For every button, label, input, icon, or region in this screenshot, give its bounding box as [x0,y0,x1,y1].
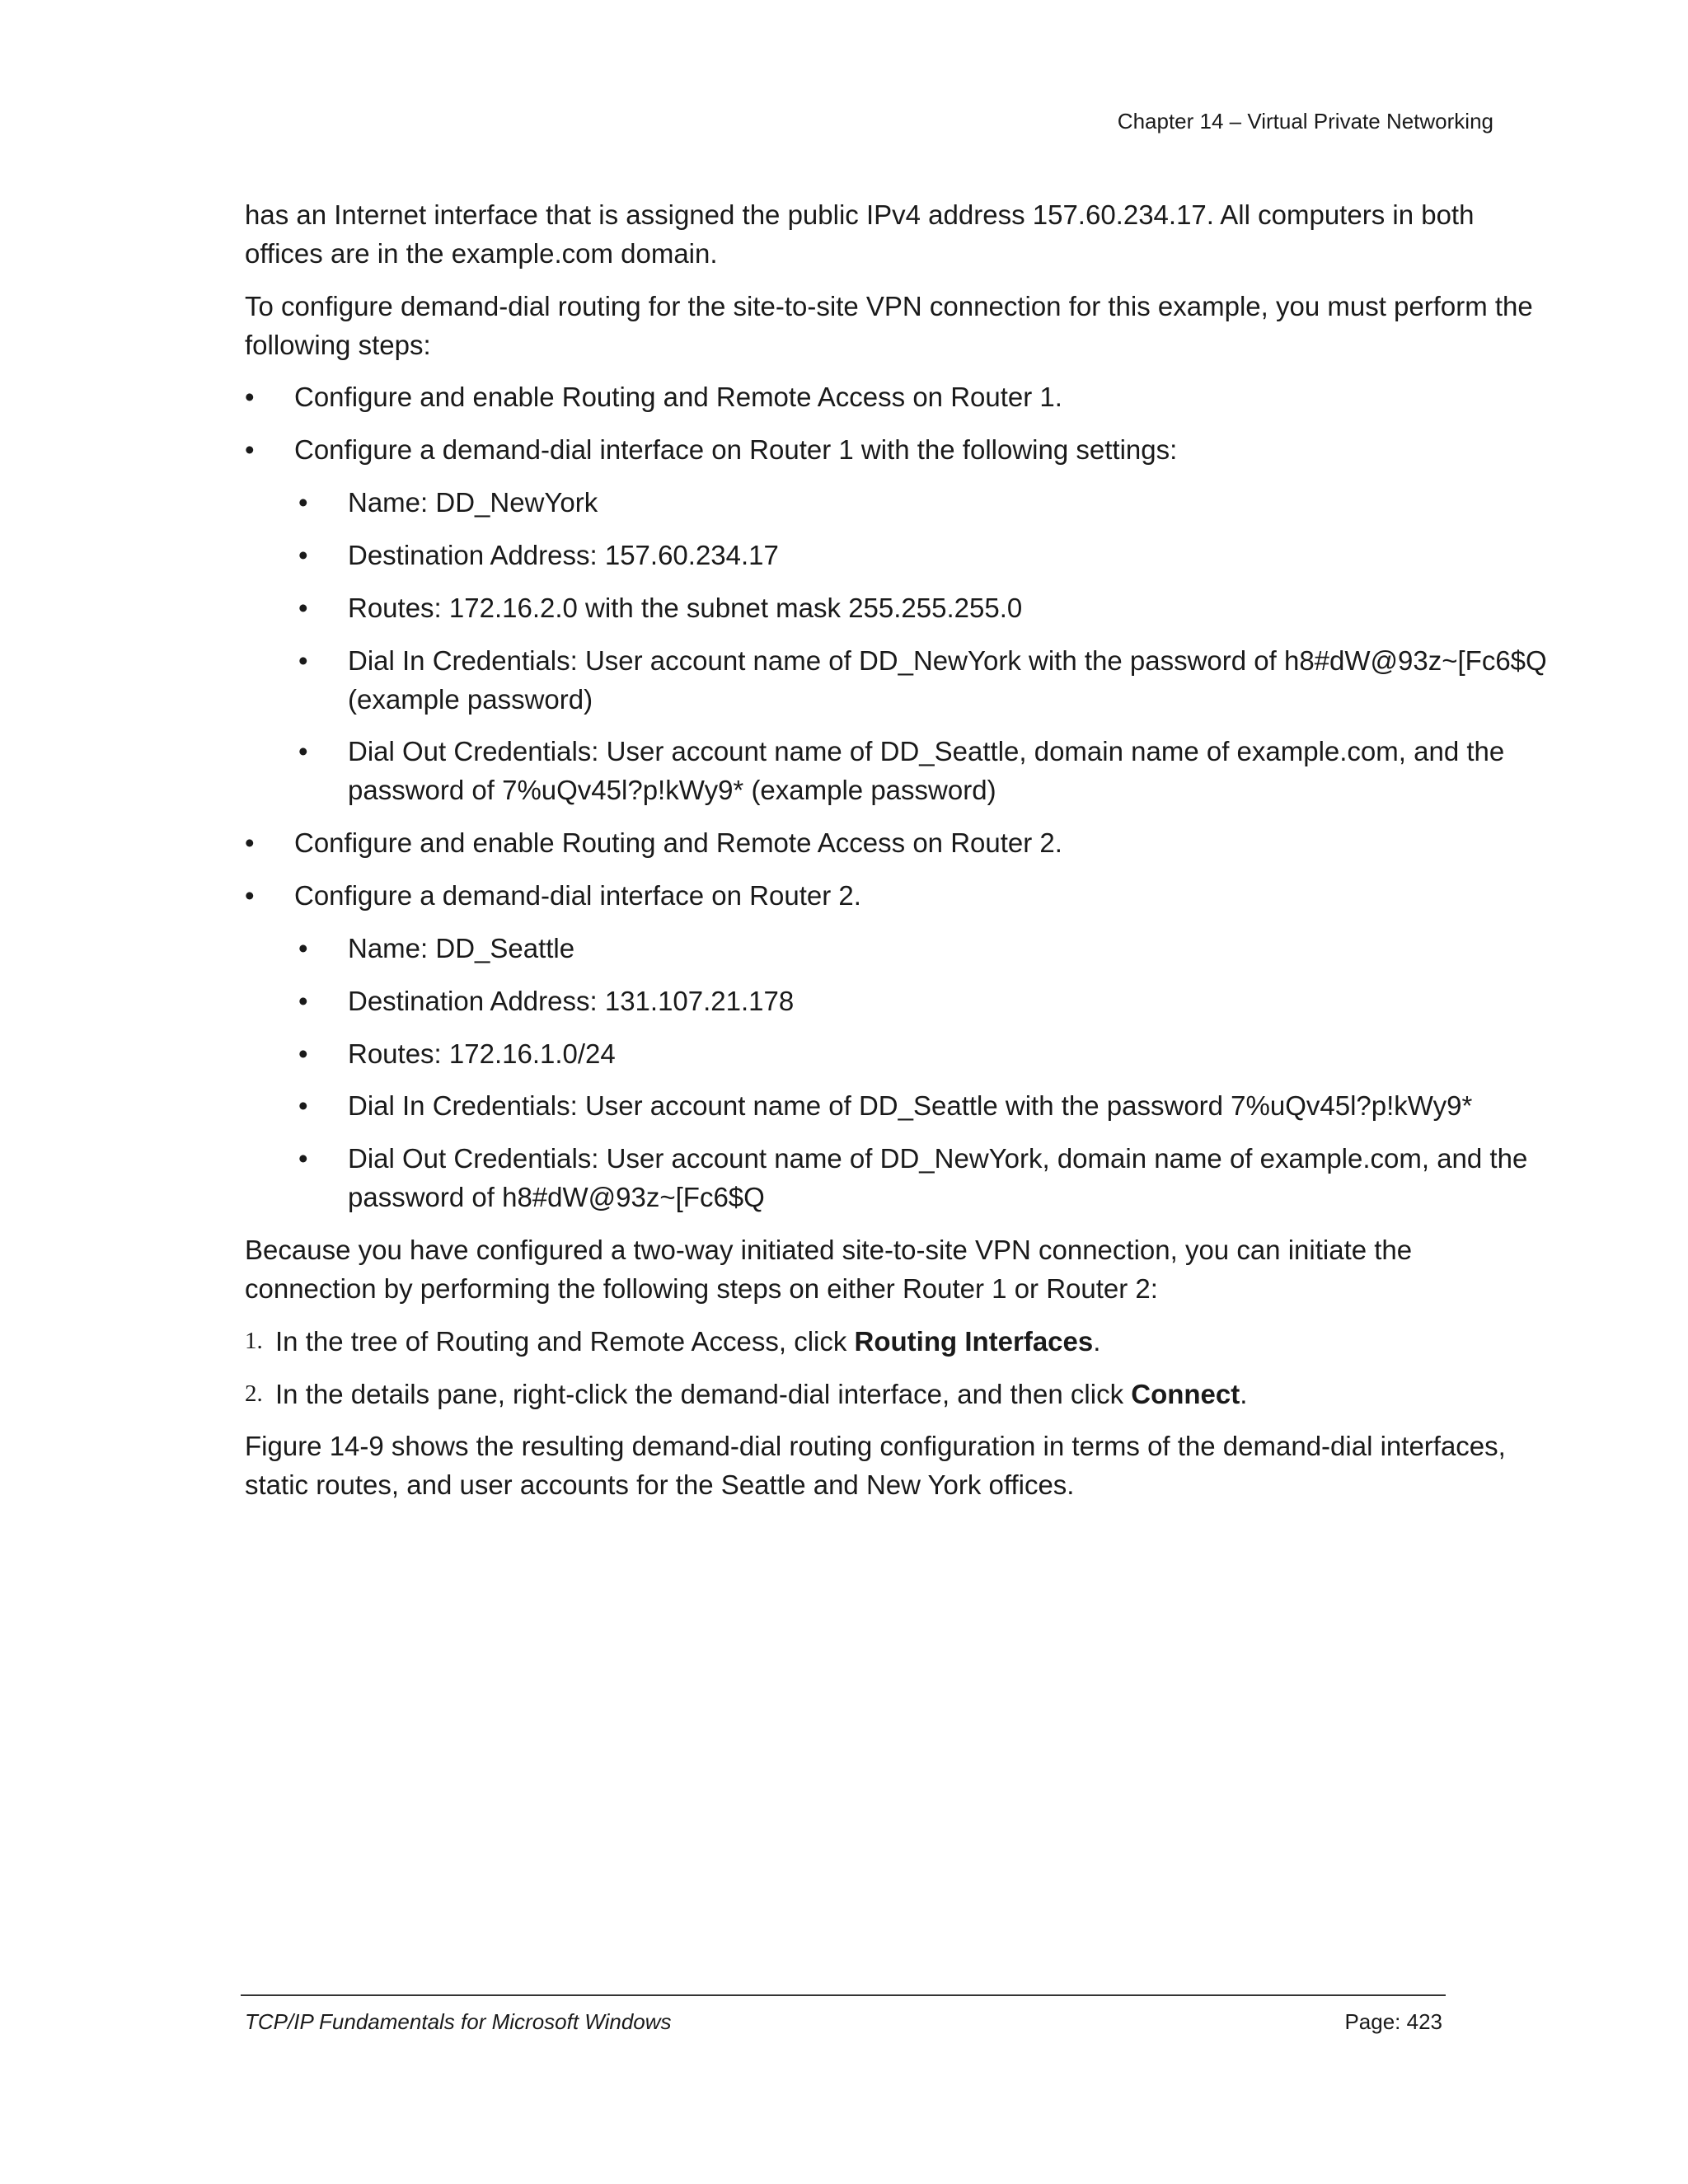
figure-reference-paragraph: Figure 14-9 shows the resulting demand-dial routing configuration in terms of the demand-dial interfaces, static routes, and user accounts for the Seattle and New York offices. [245,1431,1506,1501]
bullet-glyph: • [298,932,308,963]
list-item [245,537,1547,575]
two-way-paragraph: Because you have configured a two-way initiated site-to-site VPN connection, you can initiate the connection by performing the following steps on either Router 1 or Router 2: [245,1235,1413,1304]
list-item [245,1035,1547,1074]
list-item [245,642,1547,719]
chapter-header: Chapter 14 – Virtual Private Networking [1117,109,1493,134]
list-item-text: Configure a demand-dial interface on Router 2. [294,880,861,912]
page-body [245,196,1547,1519]
step-text: In the tree of Routing and Remote Access, click [275,1325,855,1357]
list-item-text: Configure and enable Routing and Remote Access on Router 2. [294,827,1062,859]
bullet-glyph: • [245,827,255,859]
list-item-text: Routes: 172.16.1.0/24 [348,1038,616,1069]
step-text: In the details pane, right-click the demand-dial interface, and then click [275,1378,1132,1409]
bullet-glyph: • [298,1038,308,1069]
list-item-text: Dial Out Credentials: User account name of DD_Seattle, domain name of example.com, and the password of 7%uQv45l?p!kWy9* (example password) [348,736,1505,806]
numbered-step [245,1376,1547,1414]
footer-page-number: Page: 423 [1344,2009,1442,2034]
list-item-text: Destination Address: 157.60.234.17 [348,540,779,571]
list-item-text: Destination Address: 131.107.21.178 [348,985,795,1016]
bullet-glyph: • [245,434,255,466]
bullet-glyph: • [245,880,255,912]
list-item [245,589,1547,628]
list-item [245,378,1547,417]
bullet-glyph: • [298,736,308,767]
bullet-glyph: • [298,487,308,518]
step-number: 2. [245,1380,263,1407]
list-item-text: Name: DD_Seattle [348,932,575,963]
list-item-text: Dial Out Credentials: User account name of DD_NewYork, domain name of example.com, and the password of h8#dW@93z~[Fc6$Q [348,1143,1528,1213]
bullet-glyph: • [298,1090,308,1122]
ui-term-connect: Connect [1131,1378,1240,1409]
list-item [245,1140,1547,1217]
list-item-text: Routes: 172.16.2.0 with the subnet mask 255.255.255.0 [348,592,1023,623]
list-item [245,733,1547,810]
list-item-text: Configure and enable Routing and Remote Access on Router 1. [294,382,1062,413]
list-item-text: Configure a demand-dial interface on Router 1 with the following settings: [294,434,1178,466]
steps-intro-paragraph: To configure demand-dial routing for the site-to-site VPN connection for this example, you must perform the following steps: [245,290,1533,360]
list-item [245,1087,1547,1126]
step-text-end: . [1093,1325,1101,1357]
list-item-text: Name: DD_NewYork [348,487,598,518]
intro-paragraph: has an Internet interface that is assigned the public IPv4 address 157.60.234.17. All computers in both offices are in the example.com domain. [245,199,1475,269]
bullet-glyph: • [298,985,308,1016]
configuration-bullet-list [245,378,1547,1217]
footer-divider [241,1994,1446,1996]
list-item [245,982,1547,1021]
list-item [245,877,1547,916]
numbered-steps-list [245,1323,1547,1414]
numbered-step [245,1323,1547,1361]
step-number: 1. [245,1327,263,1354]
bullet-glyph: • [298,1143,308,1174]
list-item [245,431,1547,470]
list-item-text: Dial In Credentials: User account name of DD_Seattle with the password 7%uQv45l?p!kWy9* [348,1090,1473,1122]
list-item [245,824,1547,863]
bullet-glyph: • [298,592,308,623]
bullet-glyph: • [298,644,308,676]
bullet-glyph: • [245,382,255,413]
ui-term-routing-interfaces: Routing Interfaces [854,1325,1094,1357]
footer-book-title: TCP/IP Fundamentals for Microsoft Windows [245,2009,672,2034]
list-item [245,484,1547,523]
list-item-text: Dial In Credentials: User account name of DD_NewYork with the password of h8#dW@93z~[Fc6$Q (example password) [348,644,1547,715]
bullet-glyph: • [298,540,308,571]
list-item [245,930,1547,968]
step-text-end: . [1240,1378,1248,1409]
